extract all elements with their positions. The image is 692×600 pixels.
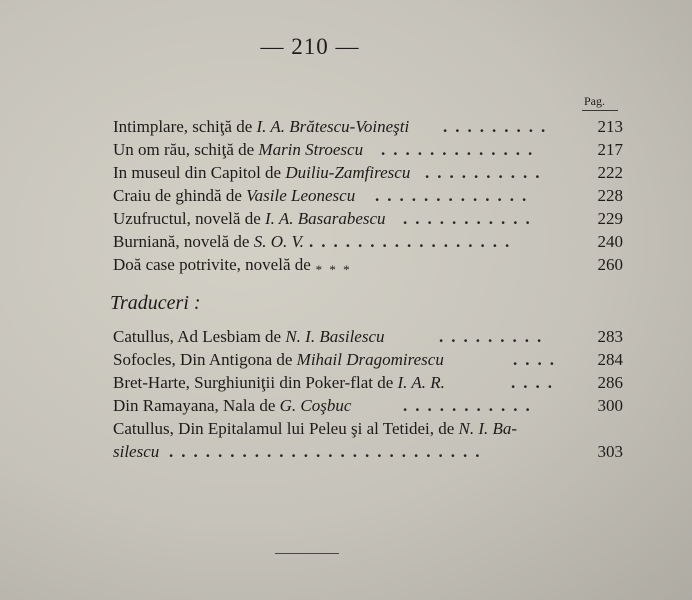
entry-title: Craiu de ghindă de	[113, 186, 247, 205]
entry-page: 240	[597, 232, 623, 251]
toc-entry	[113, 372, 623, 394]
entry-author: S. O. V.	[253, 232, 304, 251]
entry-author: Marin Stroescu	[258, 140, 364, 159]
toc-entry	[113, 162, 623, 184]
page-number: — 210 —	[260, 34, 360, 59]
entry-page: 217	[597, 140, 623, 159]
entry-page: 222	[597, 163, 623, 182]
section-heading: Traduceri :	[110, 292, 201, 314]
entry-title: Doă case potrivite, novelă de	[113, 255, 316, 274]
entry-page: 300	[597, 396, 623, 415]
toc-entry	[113, 254, 623, 276]
page-divider	[275, 553, 339, 554]
toc-entry	[113, 139, 623, 161]
toc-entry	[113, 395, 623, 417]
entry-title: Din Ramayana, Nala de	[113, 396, 280, 415]
dot-leaders: ...........	[403, 209, 538, 228]
entry-author: I. A. Brătescu-Voineşti	[256, 117, 410, 136]
toc-entry	[113, 208, 623, 230]
toc-entry	[113, 326, 623, 348]
entry-author: G. Coşbuc	[279, 396, 352, 415]
entry-page: 229	[597, 209, 623, 228]
entry-author: Duiliu-Zamfirescu	[285, 163, 411, 182]
entry-title: Intimplare, schiţă de	[113, 117, 257, 136]
entry-title: Catullus, Ad Lesbiam de	[113, 327, 286, 346]
pag-column-label: Pag.	[584, 94, 605, 108]
toc-entry	[113, 185, 623, 207]
dot-leaders: ....	[513, 350, 562, 369]
entry-author: Mihail Dragomirescu	[296, 350, 444, 369]
pag-underline	[582, 110, 618, 111]
entry-page: 213	[597, 117, 623, 136]
toc-entry	[113, 116, 623, 138]
entry-title: Un om rău, schiţă de	[113, 140, 259, 159]
entry-page: 284	[597, 350, 623, 369]
entry-title: Burniană, novelă de	[113, 232, 254, 251]
entry-page: 260	[597, 255, 623, 274]
dot-leaders: ..........	[425, 163, 548, 182]
dot-leaders: .............	[381, 140, 541, 159]
dot-leaders: .................	[309, 232, 518, 251]
entry-title: In museul din Capitol de	[113, 163, 286, 182]
entry-title: Sofocles, Din Antigona de	[113, 350, 297, 369]
toc-entry-continuation	[113, 441, 623, 463]
entry-page: 303	[597, 442, 623, 461]
entry-author: * * *	[315, 262, 352, 277]
entry-author: Vasile Leonescu	[246, 186, 356, 205]
entry-title: Uzufructul, novelă de	[113, 209, 265, 228]
entry-page: 283	[597, 327, 623, 346]
dot-leaders: ....	[511, 373, 560, 392]
toc-entry	[113, 349, 623, 371]
entry-author: silescu	[113, 442, 160, 461]
dot-leaders: .........	[439, 327, 550, 346]
entry-title: Catullus, Din Epitalamul lui Peleu şi al Tetidei, de	[113, 419, 459, 438]
entry-page: 228	[597, 186, 623, 205]
dot-leaders: ...........	[403, 396, 538, 415]
toc-entry	[113, 231, 623, 253]
entry-title: Bret-Harte, Surghiuniţii din Poker-flat de	[113, 373, 398, 392]
entry-author: N. I. Basilescu	[285, 327, 385, 346]
entry-author: I. A. R.	[397, 373, 445, 392]
dot-leaders: .............	[375, 186, 535, 205]
entry-author: I. A. Basarabescu	[265, 209, 386, 228]
toc-entry	[113, 418, 623, 440]
dot-leaders: ..........................	[169, 442, 488, 461]
dot-leaders: .........	[443, 117, 554, 136]
entry-author: N. I. Ba-	[458, 419, 518, 438]
entry-page: 286	[597, 373, 623, 392]
